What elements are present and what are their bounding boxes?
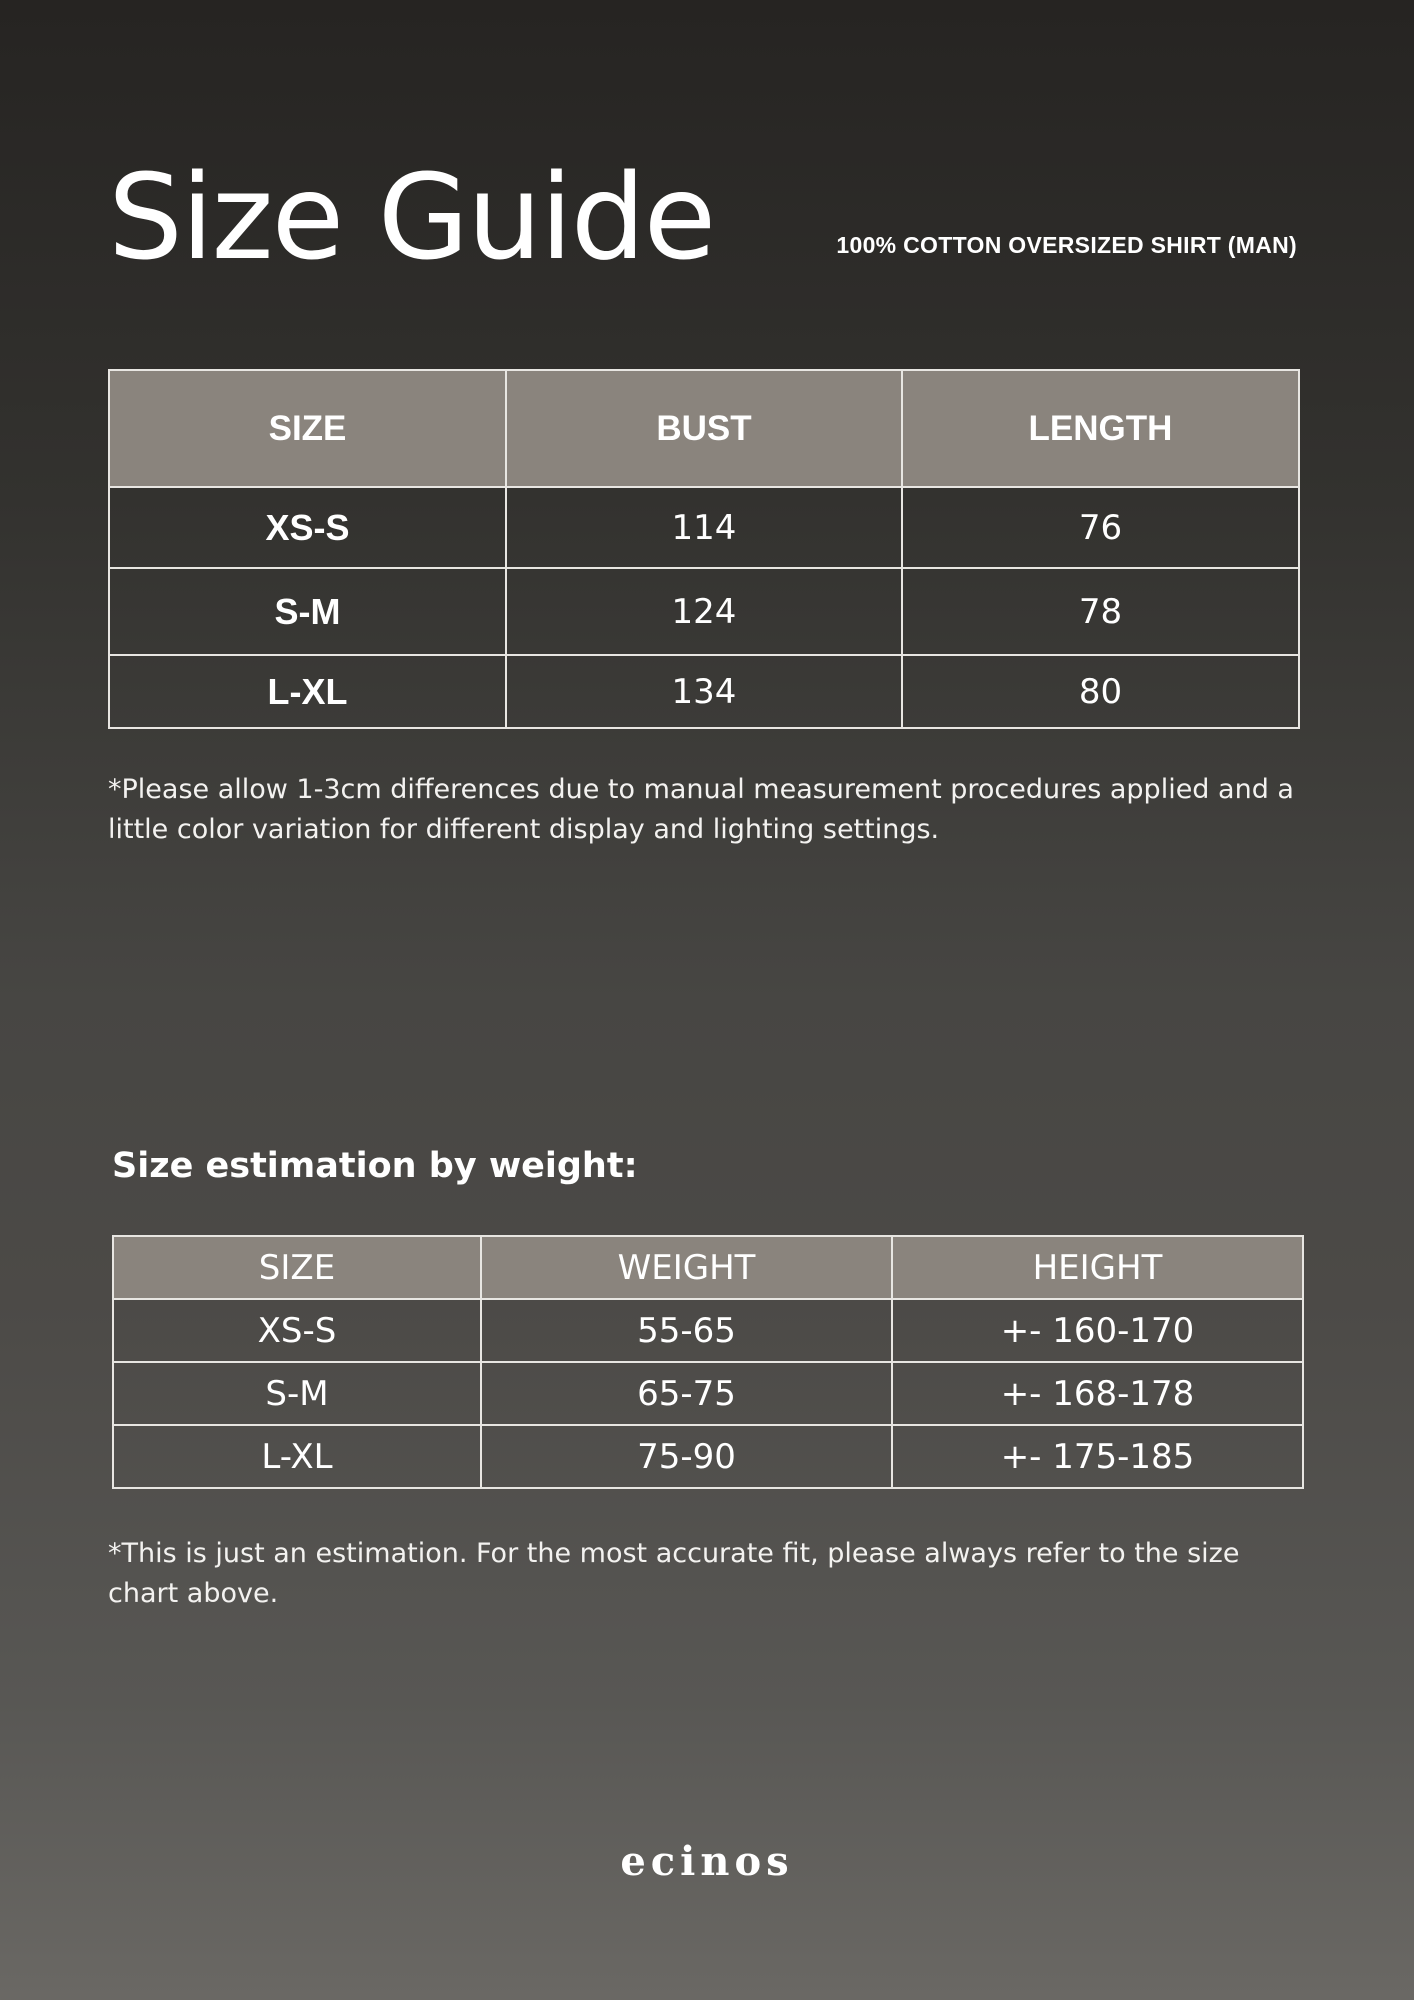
column-header-height: HEIGHT [892,1236,1303,1299]
column-header-weight: WEIGHT [481,1236,892,1299]
table-row [113,1362,1303,1425]
column-header-length: LENGTH [902,370,1299,487]
weight-section-heading: Size estimation by weight: [112,1146,638,1186]
page-title: Size Guide [108,148,715,286]
weight-cell: 65-75 [481,1362,892,1425]
height-cell: +- 175-185 [892,1425,1303,1488]
brand-logo: ecinos [620,1838,794,1885]
bust-cell: 114 [506,487,902,568]
size-cell: L-XL [113,1425,481,1488]
estimation-disclaimer: *This is just an estimation. For the most accurate fit, please always refer to the size chart above. [108,1538,1240,1609]
length-cell: 76 [902,487,1299,568]
weight-cell: 55-65 [481,1299,892,1362]
measurement-disclaimer: *Please allow 1-3cm differences due to manual measurement procedures applied and a little color variation for different display and lighting settings. [108,774,1294,845]
table-row [113,1299,1303,1362]
size-cell: XS-S [113,1299,481,1362]
size-cell: XS-S [109,487,506,568]
table-row [109,568,1299,655]
size-chart-table [108,369,1300,729]
size-cell: S-M [109,568,506,655]
bust-cell: 134 [506,655,902,728]
column-header-size: SIZE [109,370,506,487]
weight-cell: 75-90 [481,1425,892,1488]
table-row [109,487,1299,568]
column-header-bust: BUST [506,370,902,487]
length-cell: 78 [902,568,1299,655]
column-header-size: SIZE [113,1236,481,1299]
size-cell: L-XL [109,655,506,728]
length-cell: 80 [902,655,1299,728]
bust-cell: 124 [506,568,902,655]
weight-estimation-table [112,1235,1304,1489]
size-cell: S-M [113,1362,481,1425]
product-subtitle: 100% COTTON OVERSIZED SHIRT (MAN) [836,232,1297,258]
height-cell: +- 168-178 [892,1362,1303,1425]
height-cell: +- 160-170 [892,1299,1303,1362]
table-row [109,655,1299,728]
table-row [113,1425,1303,1488]
